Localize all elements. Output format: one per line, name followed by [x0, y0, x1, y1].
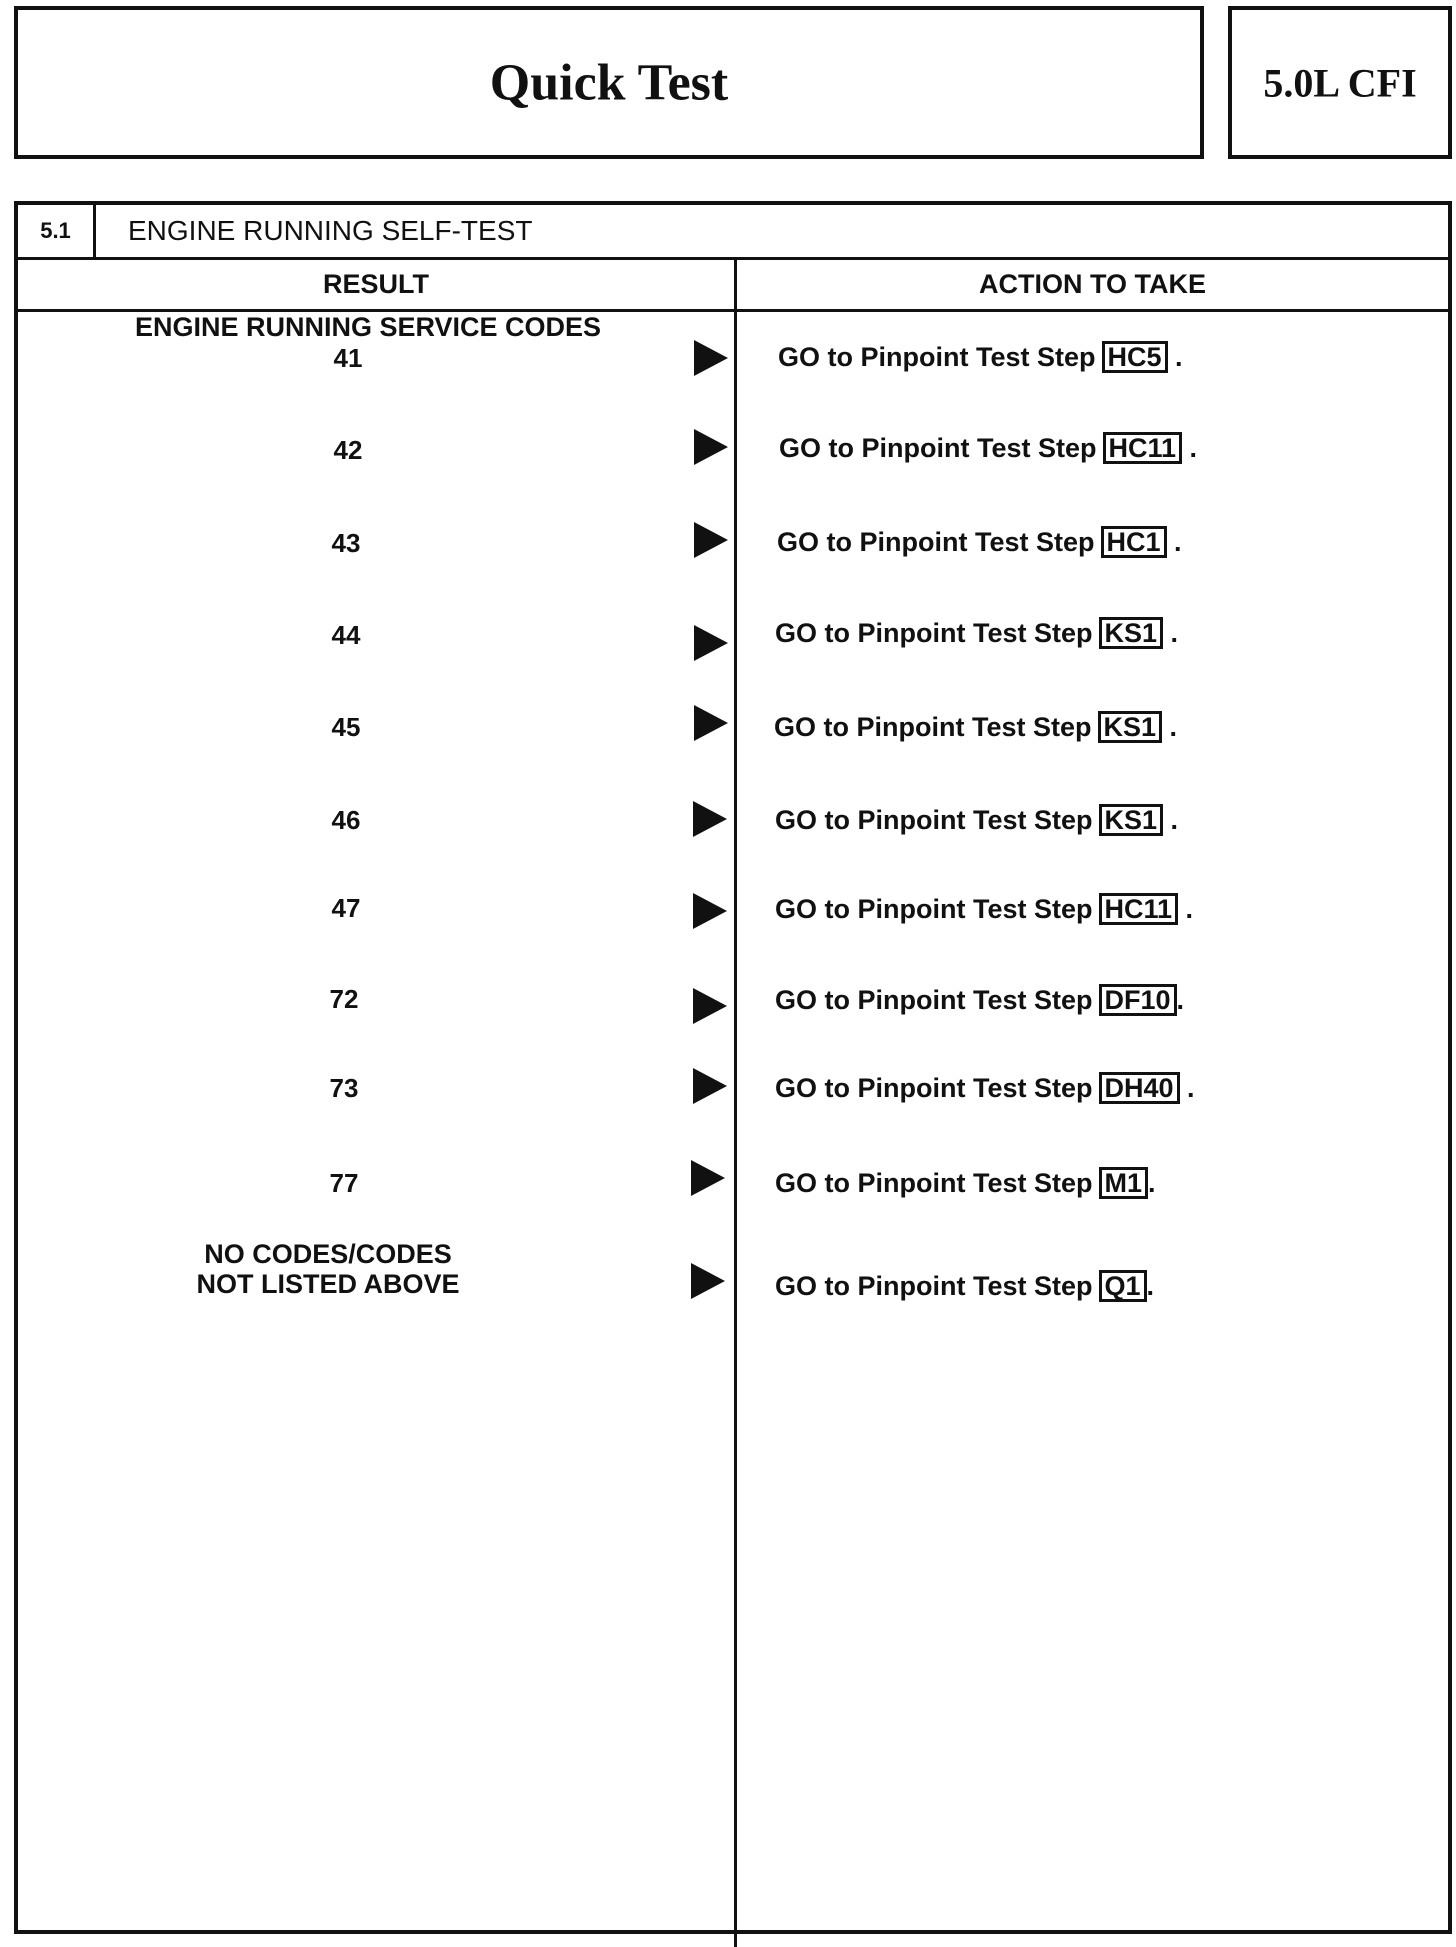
action-suffix: .	[1148, 1168, 1156, 1198]
arrow-icon	[693, 893, 727, 929]
action-suffix: .	[1166, 527, 1182, 557]
pinpoint-step-ref: KS1	[1099, 617, 1164, 649]
no-codes-label	[128, 1239, 528, 1299]
arrow-icon	[694, 429, 728, 465]
action-text	[778, 341, 1183, 373]
action-text	[775, 804, 1178, 836]
pinpoint-step-ref: M1	[1099, 1167, 1149, 1199]
action-suffix: .	[1163, 618, 1179, 648]
service-code: 77	[329, 1168, 359, 1198]
test-table	[14, 201, 1452, 1934]
result-group-heading: ENGINE RUNNING SERVICE CODES	[134, 312, 602, 342]
service-code: 45	[331, 712, 361, 742]
action-prefix: GO to Pinpoint Test Step	[778, 342, 1096, 372]
service-code: 46	[331, 805, 361, 835]
service-code: 41	[333, 343, 363, 373]
action-text	[777, 526, 1182, 558]
arrow-icon	[694, 705, 728, 741]
action-prefix: GO to Pinpoint Test Step	[775, 1168, 1093, 1198]
arrow-icon	[694, 340, 728, 376]
action-text	[775, 1167, 1156, 1199]
arrow-icon	[691, 1263, 725, 1299]
pinpoint-step-ref: HC5	[1102, 341, 1168, 373]
action-suffix: .	[1182, 433, 1198, 463]
action-prefix: GO to Pinpoint Test Step	[774, 712, 1092, 742]
section-title: ENGINE RUNNING SELF-TEST	[128, 215, 533, 246]
service-code: 42	[333, 435, 363, 465]
action-prefix: GO to Pinpoint Test Step	[779, 433, 1097, 463]
action-suffix: .	[1176, 985, 1185, 1015]
pinpoint-step-ref: HC11	[1103, 432, 1183, 464]
arrow-icon	[694, 625, 728, 661]
engine-box	[1228, 6, 1452, 159]
action-prefix: GO to Pinpoint Test Step	[775, 618, 1093, 648]
action-prefix: GO to Pinpoint Test Step	[775, 805, 1093, 835]
page-title: Quick Test	[489, 54, 729, 111]
action-header: ACTION TO TAKE	[979, 269, 1206, 299]
action-text	[775, 1270, 1154, 1302]
no-codes-line1: NO CODES/CODES	[204, 1239, 452, 1269]
action-prefix: GO to Pinpoint Test Step	[775, 894, 1093, 924]
step-number: 5.1	[40, 218, 71, 243]
action-text	[779, 432, 1197, 464]
pinpoint-step-ref: DF10	[1099, 984, 1177, 1016]
action-text	[775, 1072, 1195, 1104]
arrow-icon	[693, 1068, 727, 1104]
action-prefix: GO to Pinpoint Test Step	[775, 1073, 1093, 1103]
action-suffix: .	[1167, 342, 1183, 372]
pinpoint-step-ref: KS1	[1099, 804, 1164, 836]
column-divider	[93, 205, 96, 257]
result-header: RESULT	[323, 269, 429, 299]
arrow-icon	[693, 801, 727, 837]
action-suffix: .	[1163, 805, 1179, 835]
pinpoint-step-ref: HC11	[1099, 893, 1179, 925]
service-code: 44	[331, 620, 361, 650]
service-code: 47	[331, 893, 361, 923]
service-code: 72	[329, 984, 359, 1014]
arrow-icon	[691, 1160, 725, 1196]
pinpoint-step-ref: Q1	[1099, 1270, 1147, 1302]
action-prefix: GO to Pinpoint Test Step	[775, 1271, 1093, 1301]
service-code: 43	[331, 528, 361, 558]
service-code: 73	[329, 1073, 359, 1103]
title-box	[14, 6, 1204, 159]
action-prefix: GO to Pinpoint Test Step	[777, 527, 1095, 557]
action-suffix: .	[1179, 1073, 1195, 1103]
column-divider	[734, 257, 737, 1947]
action-text	[775, 984, 1184, 1016]
action-suffix: .	[1178, 894, 1194, 924]
pinpoint-step-ref: HC1	[1101, 526, 1167, 558]
action-text	[774, 711, 1177, 743]
no-codes-line2: NOT LISTED ABOVE	[196, 1269, 460, 1299]
action-text	[775, 893, 1193, 925]
action-suffix: .	[1162, 712, 1178, 742]
pinpoint-step-ref: KS1	[1098, 711, 1163, 743]
pinpoint-step-ref: DH40	[1099, 1072, 1180, 1104]
action-prefix: GO to Pinpoint Test Step	[775, 985, 1093, 1015]
action-text	[775, 617, 1178, 649]
engine-label: 5.0L CFI	[1263, 60, 1417, 105]
arrow-icon	[694, 522, 728, 558]
arrow-icon	[693, 988, 727, 1024]
action-suffix: .	[1146, 1271, 1155, 1301]
